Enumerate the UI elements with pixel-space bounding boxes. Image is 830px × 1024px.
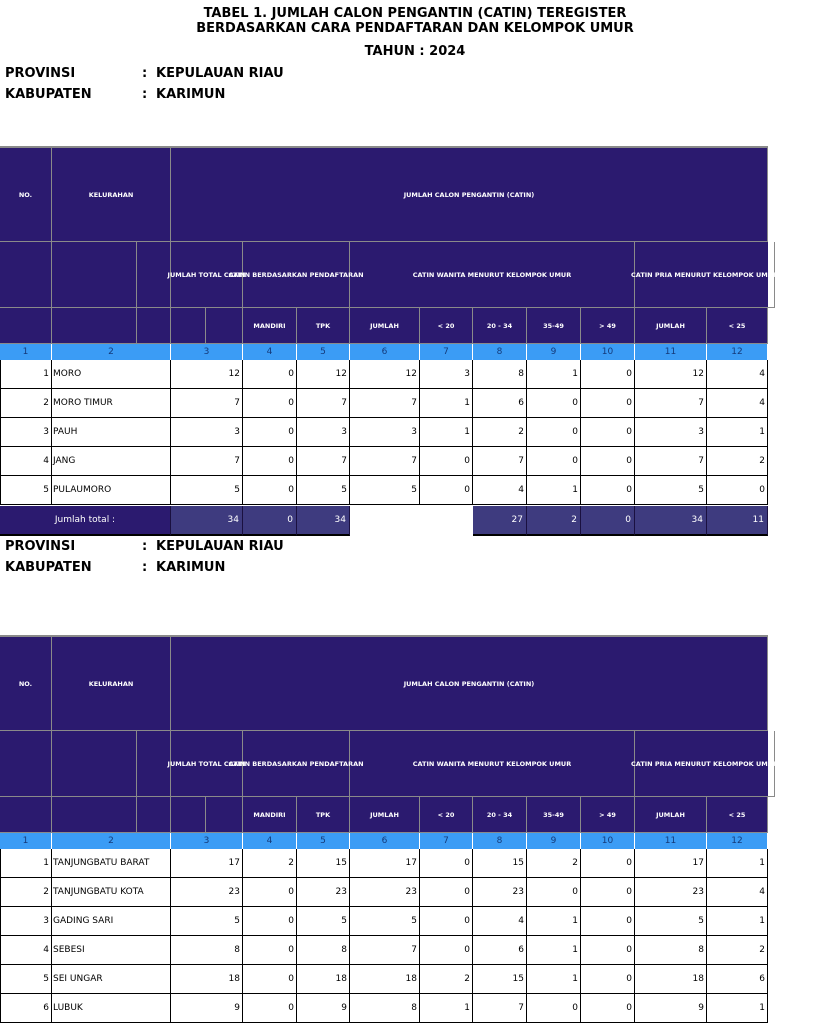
row-value: 0 bbox=[243, 360, 297, 389]
kabupaten-value: KARIMUN bbox=[156, 560, 226, 575]
row-value: 7 bbox=[350, 389, 420, 418]
column-number: 11 bbox=[635, 833, 707, 849]
row-value: 0 bbox=[581, 878, 635, 907]
colon: : bbox=[142, 560, 148, 575]
header-blank bbox=[171, 797, 206, 833]
row-kelurahan: TANJUNGBATU BARAT bbox=[52, 849, 171, 878]
provinsi-value: KEPULAUAN RIAU bbox=[156, 66, 284, 81]
provinsi-label: PROVINSI bbox=[5, 66, 76, 81]
row-value: 18 bbox=[350, 965, 420, 994]
row-kelurahan: SEI UNGAR bbox=[52, 965, 171, 994]
row-value: 4 bbox=[707, 878, 768, 907]
row-value: 3 bbox=[297, 418, 350, 447]
row-value: 7 bbox=[350, 936, 420, 965]
row-number: 1 bbox=[0, 849, 52, 878]
header-catin-pria: CATIN PRIA MENURUT KELOMPOK UMUR bbox=[635, 731, 775, 797]
row-value: 8 bbox=[473, 360, 527, 389]
header-20: < 20 bbox=[420, 797, 473, 833]
row-value: 15 bbox=[297, 849, 350, 878]
row-number: 4 bbox=[0, 936, 52, 965]
row-value: 0 bbox=[581, 907, 635, 936]
row-number: 1 bbox=[0, 360, 52, 389]
row-value: 1 bbox=[527, 965, 581, 994]
row-value: 12 bbox=[297, 360, 350, 389]
column-number: 5 bbox=[297, 344, 350, 360]
header-jumlah-catin: JUMLAH CALON PENGANTIN (CATIN) bbox=[171, 637, 768, 731]
total-value: 2 bbox=[527, 506, 581, 536]
column-number: 4 bbox=[243, 833, 297, 849]
row-value: 4 bbox=[707, 389, 768, 418]
header-no: NO. bbox=[0, 637, 52, 731]
title-line-1: TABEL 1. JUMLAH CALON PENGANTIN (CATIN) TEREGISTER bbox=[203, 6, 627, 21]
row-value: 7 bbox=[171, 389, 243, 418]
row-value: 0 bbox=[581, 994, 635, 1023]
column-number: 6 bbox=[350, 344, 420, 360]
row-value: 6 bbox=[473, 389, 527, 418]
total-value: 34 bbox=[171, 506, 243, 536]
colon: : bbox=[142, 66, 148, 81]
column-number: 3 bbox=[171, 833, 243, 849]
header-blank bbox=[0, 797, 52, 833]
column-number: 10 bbox=[581, 344, 635, 360]
header-blank bbox=[0, 308, 52, 344]
header-blank bbox=[0, 242, 52, 308]
header-catin-berdasarkan: CATIN BERDASARKAN PENDAFTARAN bbox=[243, 242, 350, 308]
row-kelurahan: JANG bbox=[52, 447, 171, 476]
row-value: 0 bbox=[581, 389, 635, 418]
row-value: 0 bbox=[420, 936, 473, 965]
column-number: 10 bbox=[581, 833, 635, 849]
row-value: 8 bbox=[635, 936, 707, 965]
row-value: 0 bbox=[581, 965, 635, 994]
row-value: 4 bbox=[707, 360, 768, 389]
row-value: 12 bbox=[171, 360, 243, 389]
header-35-49: 35-49 bbox=[527, 797, 581, 833]
row-value: 0 bbox=[527, 389, 581, 418]
header-blank bbox=[171, 308, 206, 344]
header-jumlah: JUMLAH bbox=[635, 797, 707, 833]
row-value: 5 bbox=[171, 907, 243, 936]
header-blank bbox=[52, 797, 137, 833]
table-row bbox=[0, 418, 768, 447]
colon: : bbox=[142, 539, 148, 554]
header-20-34: 20 - 34 bbox=[473, 308, 527, 344]
row-value: 1 bbox=[420, 418, 473, 447]
row-value: 0 bbox=[581, 418, 635, 447]
header-catin-wanita: CATIN WANITA MENURUT KELOMPOK UMUR bbox=[350, 731, 635, 797]
total-value: 0 bbox=[243, 506, 297, 536]
row-value: 1 bbox=[707, 994, 768, 1023]
row-value: 7 bbox=[297, 447, 350, 476]
row-value: 3 bbox=[171, 418, 243, 447]
row-value: 1 bbox=[527, 936, 581, 965]
column-number: 6 bbox=[350, 833, 420, 849]
header-jumlah-total-catin: JUMLAH TOTAL CATIN bbox=[171, 731, 243, 797]
row-value: 8 bbox=[171, 936, 243, 965]
row-value: 7 bbox=[473, 994, 527, 1023]
row-value: 23 bbox=[473, 878, 527, 907]
row-value: 1 bbox=[707, 907, 768, 936]
column-number: 4 bbox=[243, 344, 297, 360]
row-number: 2 bbox=[0, 878, 52, 907]
row-value: 17 bbox=[635, 849, 707, 878]
header-25: < 25 bbox=[707, 797, 768, 833]
column-number: 9 bbox=[527, 833, 581, 849]
row-value: 8 bbox=[350, 994, 420, 1023]
row-value: 2 bbox=[707, 936, 768, 965]
row-number: 3 bbox=[0, 907, 52, 936]
row-value: 0 bbox=[527, 994, 581, 1023]
kabupaten-value: KARIMUN bbox=[156, 87, 226, 102]
total-value: 34 bbox=[635, 506, 707, 536]
row-value: 2 bbox=[527, 849, 581, 878]
header-jumlah: JUMLAH bbox=[350, 797, 420, 833]
row-value: 5 bbox=[635, 476, 707, 505]
total-value: 27 bbox=[473, 506, 527, 536]
row-value: 5 bbox=[297, 476, 350, 505]
provinsi-label: PROVINSI bbox=[5, 539, 76, 554]
row-value: 1 bbox=[527, 476, 581, 505]
row-value: 7 bbox=[635, 447, 707, 476]
row-value: 0 bbox=[581, 360, 635, 389]
row-kelurahan: TANJUNGBATU KOTA bbox=[52, 878, 171, 907]
row-kelurahan: GADING SARI bbox=[52, 907, 171, 936]
row-value: 1 bbox=[420, 389, 473, 418]
header-blank bbox=[0, 731, 52, 797]
row-value: 0 bbox=[707, 476, 768, 505]
column-number: 8 bbox=[473, 833, 527, 849]
row-value: 0 bbox=[527, 878, 581, 907]
row-value: 0 bbox=[420, 849, 473, 878]
header-49: > 49 bbox=[581, 308, 635, 344]
row-value: 0 bbox=[420, 447, 473, 476]
header-blank bbox=[52, 731, 137, 797]
table-row bbox=[0, 447, 768, 476]
row-value: 2 bbox=[707, 447, 768, 476]
row-value: 4 bbox=[473, 476, 527, 505]
column-number: 8 bbox=[473, 344, 527, 360]
row-value: 3 bbox=[635, 418, 707, 447]
row-value: 7 bbox=[635, 389, 707, 418]
row-value: 2 bbox=[420, 965, 473, 994]
header-tpk: TPK bbox=[297, 308, 350, 344]
column-number: 12 bbox=[707, 344, 768, 360]
header-jumlah: JUMLAH bbox=[350, 308, 420, 344]
total-value: 0 bbox=[581, 506, 635, 536]
table-row bbox=[0, 849, 768, 878]
table-header bbox=[0, 146, 778, 344]
header-blank bbox=[137, 308, 171, 344]
column-number: 3 bbox=[171, 344, 243, 360]
colon: : bbox=[142, 87, 148, 102]
column-number: 2 bbox=[52, 344, 171, 360]
row-value: 5 bbox=[297, 907, 350, 936]
row-value: 9 bbox=[171, 994, 243, 1023]
row-value: 0 bbox=[581, 936, 635, 965]
column-number-row bbox=[0, 344, 768, 360]
row-value: 6 bbox=[707, 965, 768, 994]
header-blank bbox=[52, 308, 137, 344]
row-value: 6 bbox=[473, 936, 527, 965]
header-mandiri: MANDIRI bbox=[243, 308, 297, 344]
row-kelurahan: LUBUK bbox=[52, 994, 171, 1023]
header-blank bbox=[206, 797, 243, 833]
column-number: 9 bbox=[527, 344, 581, 360]
row-number: 5 bbox=[0, 965, 52, 994]
row-number: 6 bbox=[0, 994, 52, 1023]
column-number: 11 bbox=[635, 344, 707, 360]
row-kelurahan: MORO TIMUR bbox=[52, 389, 171, 418]
table-row bbox=[0, 360, 768, 389]
header-jumlah-total-catin: JUMLAH TOTAL CATIN bbox=[171, 242, 243, 308]
row-value: 0 bbox=[243, 965, 297, 994]
row-number: 4 bbox=[0, 447, 52, 476]
row-number: 2 bbox=[0, 389, 52, 418]
row-value: 23 bbox=[350, 878, 420, 907]
header-mandiri: MANDIRI bbox=[243, 797, 297, 833]
header-no: NO. bbox=[0, 148, 52, 242]
row-number: 3 bbox=[0, 418, 52, 447]
title-line-3: TAHUN : 2024 bbox=[364, 44, 466, 59]
row-value: 5 bbox=[350, 907, 420, 936]
row-value: 5 bbox=[171, 476, 243, 505]
header-25: < 25 bbox=[707, 308, 768, 344]
table-row bbox=[0, 965, 768, 994]
column-number-row bbox=[0, 833, 768, 849]
row-value: 17 bbox=[171, 849, 243, 878]
row-value: 2 bbox=[473, 418, 527, 447]
row-value: 7 bbox=[171, 447, 243, 476]
row-value: 12 bbox=[635, 360, 707, 389]
row-kelurahan: MORO bbox=[52, 360, 171, 389]
row-value: 8 bbox=[297, 936, 350, 965]
header-49: > 49 bbox=[581, 797, 635, 833]
header-jumlah-catin: JUMLAH CALON PENGANTIN (CATIN) bbox=[171, 148, 768, 242]
row-value: 3 bbox=[420, 360, 473, 389]
kabupaten-label: KABUPATEN bbox=[5, 560, 92, 575]
column-number: 1 bbox=[0, 344, 52, 360]
row-value: 7 bbox=[350, 447, 420, 476]
row-kelurahan: PAUH bbox=[52, 418, 171, 447]
header-20: < 20 bbox=[420, 308, 473, 344]
header-jumlah: JUMLAH bbox=[635, 308, 707, 344]
row-value: 15 bbox=[473, 849, 527, 878]
table-header bbox=[0, 635, 778, 833]
header-blank bbox=[206, 308, 243, 344]
total-value bbox=[350, 506, 420, 536]
table-row bbox=[0, 389, 768, 418]
header-35-49: 35-49 bbox=[527, 308, 581, 344]
row-number: 5 bbox=[0, 476, 52, 505]
row-value: 1 bbox=[527, 360, 581, 389]
row-value: 4 bbox=[473, 907, 527, 936]
row-value: 0 bbox=[581, 476, 635, 505]
row-value: 23 bbox=[635, 878, 707, 907]
row-value: 7 bbox=[297, 389, 350, 418]
provinsi-value: KEPULAUAN RIAU bbox=[156, 539, 284, 554]
row-value: 23 bbox=[297, 878, 350, 907]
row-value: 18 bbox=[635, 965, 707, 994]
header-blank bbox=[137, 797, 171, 833]
header-kelurahan: KELURAHAN bbox=[52, 148, 171, 242]
row-value: 0 bbox=[243, 447, 297, 476]
row-value: 0 bbox=[243, 878, 297, 907]
row-value: 0 bbox=[243, 994, 297, 1023]
row-value: 7 bbox=[473, 447, 527, 476]
header-tpk: TPK bbox=[297, 797, 350, 833]
row-value: 5 bbox=[350, 476, 420, 505]
row-value: 0 bbox=[420, 907, 473, 936]
table-row bbox=[0, 994, 768, 1023]
column-number: 7 bbox=[420, 833, 473, 849]
row-value: 9 bbox=[635, 994, 707, 1023]
table-row bbox=[0, 936, 768, 965]
total-label: Jumlah total : bbox=[0, 506, 171, 536]
row-value: 17 bbox=[350, 849, 420, 878]
row-value: 0 bbox=[243, 907, 297, 936]
total-value: 11 bbox=[707, 506, 768, 536]
row-kelurahan: PULAUMORO bbox=[52, 476, 171, 505]
column-number: 2 bbox=[52, 833, 171, 849]
row-value: 0 bbox=[243, 418, 297, 447]
row-value: 0 bbox=[527, 418, 581, 447]
total-value bbox=[420, 506, 473, 536]
header-blank bbox=[137, 242, 171, 308]
row-value: 1 bbox=[707, 418, 768, 447]
row-value: 3 bbox=[350, 418, 420, 447]
row-value: 9 bbox=[297, 994, 350, 1023]
row-value: 5 bbox=[635, 907, 707, 936]
row-value: 23 bbox=[171, 878, 243, 907]
header-kelurahan: KELURAHAN bbox=[52, 637, 171, 731]
row-value: 0 bbox=[243, 936, 297, 965]
row-value: 0 bbox=[243, 476, 297, 505]
row-value: 2 bbox=[243, 849, 297, 878]
row-value: 0 bbox=[243, 389, 297, 418]
table-row bbox=[0, 476, 768, 505]
header-catin-wanita: CATIN WANITA MENURUT KELOMPOK UMUR bbox=[350, 242, 635, 308]
row-value: 0 bbox=[527, 447, 581, 476]
total-row bbox=[0, 506, 768, 536]
header-catin-pria: CATIN PRIA MENURUT KELOMPOK UMUR bbox=[635, 242, 775, 308]
column-number: 7 bbox=[420, 344, 473, 360]
title-line-2: BERDASARKAN CARA PENDAFTARAN DAN KELOMPOK UMUR bbox=[196, 21, 634, 36]
header-blank bbox=[137, 731, 171, 797]
table-row bbox=[0, 878, 768, 907]
header-20-34: 20 - 34 bbox=[473, 797, 527, 833]
row-kelurahan: SEBESI bbox=[52, 936, 171, 965]
row-value: 0 bbox=[581, 849, 635, 878]
header-catin-berdasarkan: CATIN BERDASARKAN PENDAFTARAN bbox=[243, 731, 350, 797]
row-value: 0 bbox=[420, 476, 473, 505]
row-value: 12 bbox=[350, 360, 420, 389]
row-value: 0 bbox=[420, 878, 473, 907]
row-value: 0 bbox=[581, 447, 635, 476]
header-blank bbox=[52, 242, 137, 308]
row-value: 18 bbox=[297, 965, 350, 994]
column-number: 5 bbox=[297, 833, 350, 849]
kabupaten-label: KABUPATEN bbox=[5, 87, 92, 102]
row-value: 1 bbox=[707, 849, 768, 878]
column-number: 1 bbox=[0, 833, 52, 849]
row-value: 1 bbox=[527, 907, 581, 936]
row-value: 15 bbox=[473, 965, 527, 994]
row-value: 1 bbox=[420, 994, 473, 1023]
table-row bbox=[0, 907, 768, 936]
row-value: 18 bbox=[171, 965, 243, 994]
column-number: 12 bbox=[707, 833, 768, 849]
total-value: 34 bbox=[297, 506, 350, 536]
